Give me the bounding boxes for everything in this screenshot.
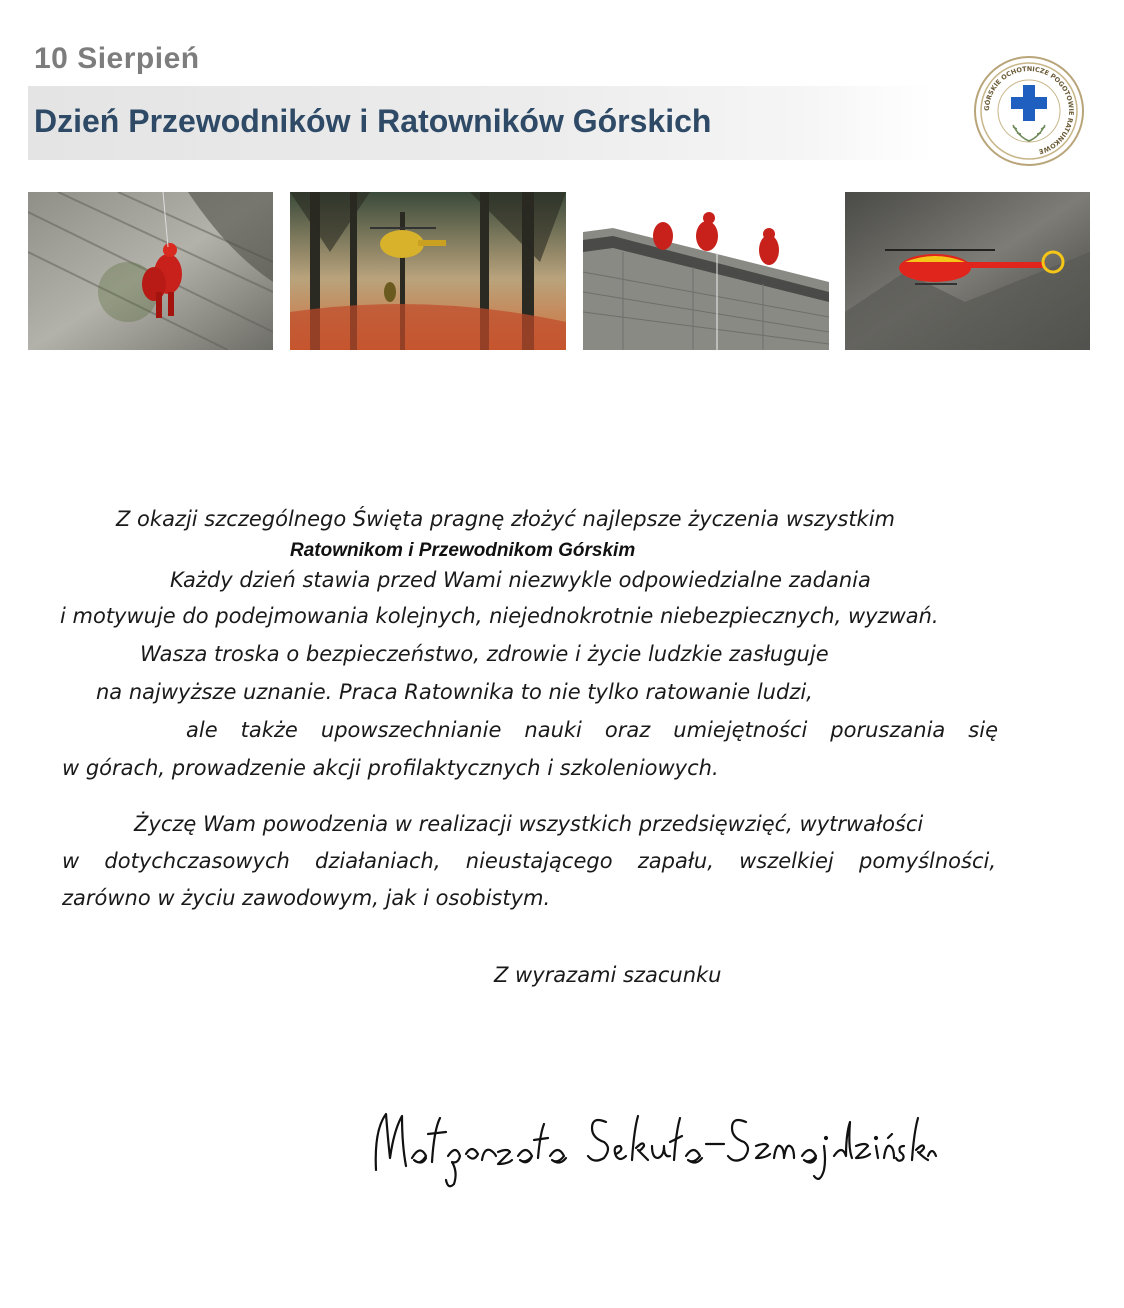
letter-line: Wasza troska o bezpieczeństwo, zdrowie i życie ludzkie zasługuje [140,642,829,666]
page-title: Dzień Przewodników i Ratowników Górskich [34,103,712,139]
rescuers-on-tower-photo [583,192,829,350]
letter-line: Z okazji szczególnego Święta pragnę złożyć najlepsze życzenia wszystkim [116,507,896,531]
letter-line: Każdy dzień stawia przed Wami niezwykle odpowiedzialne zadania [170,568,871,592]
letter-highlight-line: Ratownikom i Przewodnikom Górskim [290,540,636,561]
letter-line: w dotychczasowych działaniach, nieustającego zapału, wszelkiej pomyślności, [62,849,996,873]
letter-line: na najwyższe uznanie. Praca Ratownika to nie tylko ratowanie ludzi, [96,680,813,704]
letter-line: Życzę Wam powodzenia w realizacji wszystkich przedsięwzięć, wytrwałości [134,812,924,836]
svg-text:GÓRSKIE OCHOTNICZE POGOTOWIE R: GÓRSKIE OCHOTNICZE POGOTOWIE RATUNKOWE [982,64,1076,156]
date-heading: 10 Sierpień [34,42,200,75]
rescue-helicopter-photo [845,192,1090,350]
helicopter-over-forest-photo [290,192,566,350]
closing-line: Z wyrazami szacunku [494,963,722,987]
climber-on-rock-wall-photo [28,192,273,350]
letter-line: zarówno w życiu zawodowym, jak i osobistym. [62,886,551,910]
letter-line: i motywuje do podejmowania kolejnych, niejednokrotnie niebezpiecznych, wyzwań. [60,604,939,628]
letter-line: w górach, prowadzenie akcji profilaktycznych i szkoleniowych. [62,756,719,780]
gopr-emblem-icon [973,55,1085,167]
signature-image [368,1100,938,1195]
letter-line: ale także upowszechnianie nauki oraz umiejętności poruszania się [186,718,998,742]
